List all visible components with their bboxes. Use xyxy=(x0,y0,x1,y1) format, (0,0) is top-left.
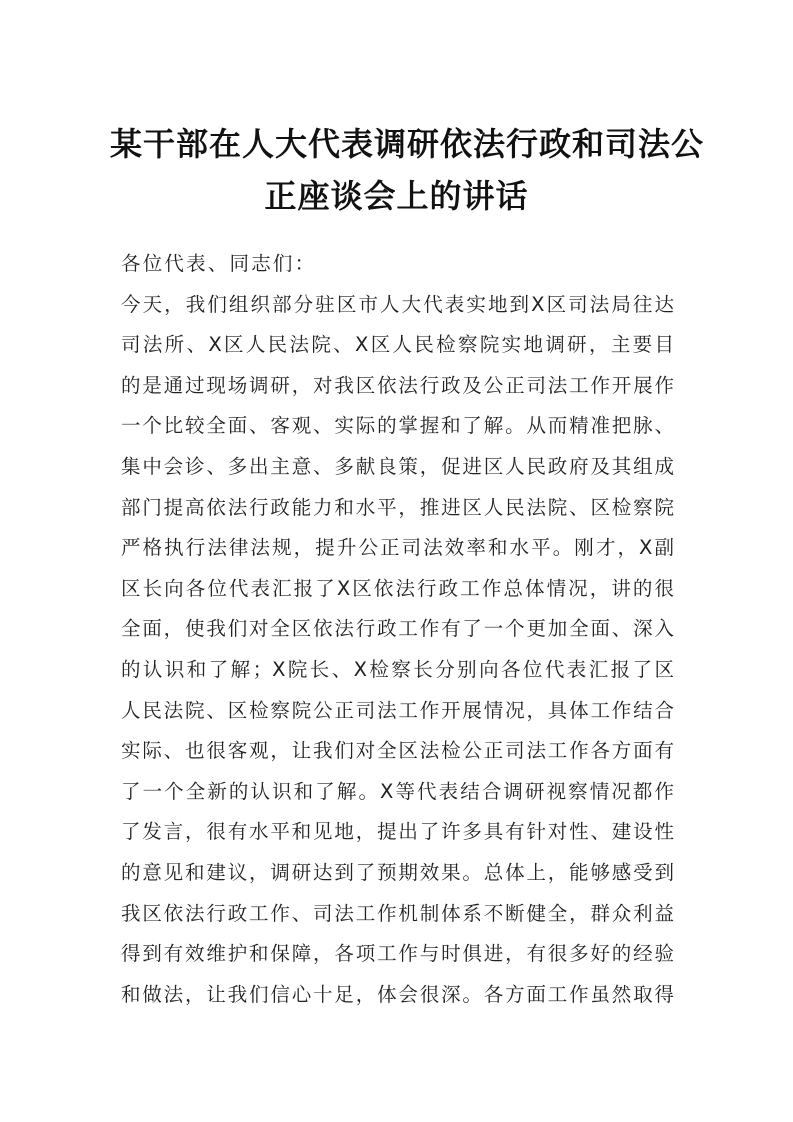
paragraph-line: 的意见和建议，调研达到了预期效果。总体上，能够感受到 xyxy=(121,860,674,884)
paragraph-line: 和做法，让我们信心十足，体会很深。各方面工作虽然取得 xyxy=(121,982,674,1006)
paragraph-line: 了一个全新的认识和了解。X等代表结合调研视察情况都作 xyxy=(121,779,674,803)
paragraph-line: 人民法院、区检察院公正司法工作开展情况，具体工作结合 xyxy=(121,698,674,722)
paragraph-line: 实际、也很客观，让我们对全区法检公正司法工作各方面有 xyxy=(121,739,674,763)
body-paragraph xyxy=(121,285,674,1016)
document-title xyxy=(110,118,705,222)
paragraph-line: 一个比较全面、客观、实际的掌握和了解。从而精准把脉、 xyxy=(121,414,674,438)
paragraph-line: 今天，我们组织部分驻区市人大代表实地到X区司法局往达 xyxy=(121,292,674,316)
salutation: 各位代表、同志们： xyxy=(121,252,317,275)
paragraph-line: 严格执行法律法规，提升公正司法效率和水平。刚才，X副 xyxy=(121,536,674,560)
paragraph-line: 全面，使我们对全区依法行政工作有了一个更加全面、深入 xyxy=(121,617,674,641)
paragraph-line: 集中会诊、多出主意、多献良策，促进区人民政府及其组成 xyxy=(121,454,674,478)
title-line-1: 某干部在人大代表调研依法行政和司法公 xyxy=(110,125,705,163)
paragraph-line: 部门提高依法行政能力和水平，推进区人民法院、区检察院 xyxy=(121,495,674,519)
paragraph-line: 的认识和了解；X院长、X检察长分别向各位代表汇报了区 xyxy=(121,657,674,681)
paragraph-line: 我区依法行政工作、司法工作机制体系不断健全，群众利益 xyxy=(121,901,674,925)
paragraph-line: 区长向各位代表汇报了X区依法行政工作总体情况，讲的很 xyxy=(121,576,674,600)
paragraph-line: 得到有效维护和保障，各项工作与时俱进，有很多好的经验 xyxy=(121,942,674,966)
title-line-2: 正座谈会上的讲话 xyxy=(264,177,529,215)
paragraph-line: 了发言，很有水平和见地，提出了许多具有针对性、建设性 xyxy=(121,820,674,844)
paragraph-line: 司法所、X区人民法院、X区人民检察院实地调研，主要目 xyxy=(121,333,674,357)
paragraph-line: 的是通过现场调研，对我区依法行政及公正司法工作开展作 xyxy=(121,373,674,397)
